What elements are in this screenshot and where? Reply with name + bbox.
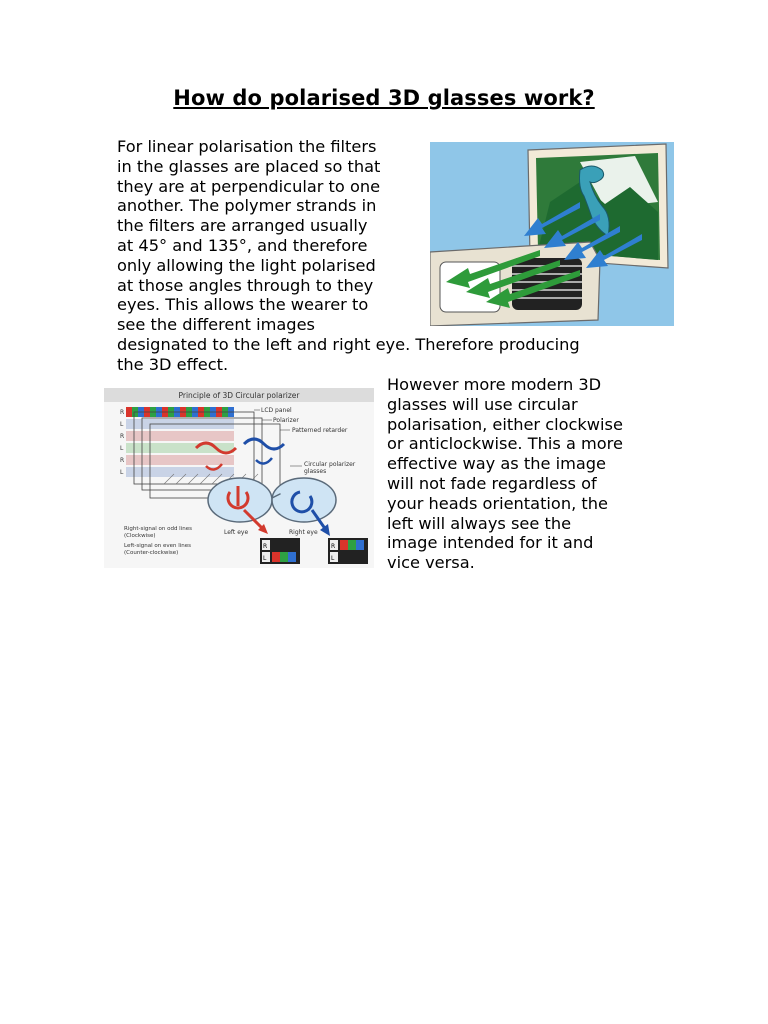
text-line: the 3D effect. [117, 354, 229, 374]
diagram-title: Principle of 3D Circular polarizer [178, 391, 300, 400]
label-left-signal-line1: Left-signal on even lines [124, 543, 191, 549]
linear-polarised-glasses-illustration [430, 142, 674, 326]
circular-polarizer-diagram [104, 388, 374, 568]
label-polarizer: Polarizer [273, 417, 299, 424]
text-line: in the glasses are placed so that [117, 156, 381, 176]
text-line: another. The polymer strands in [117, 196, 377, 216]
text-line: they are at perpendicular to one [117, 176, 381, 196]
text-line: will not fade regardless of [387, 473, 597, 493]
text-line: designated to the left and right eye. Therefore producing [117, 334, 580, 354]
label-right-signal-line2: (Clockwise) [124, 533, 156, 539]
text-line: your heads orientation, the [387, 493, 608, 513]
label-right-signal-line1: Right-signal on odd lines [124, 526, 192, 532]
text-line: vice versa. [387, 553, 475, 573]
text-line: effective way as the image [387, 454, 607, 474]
label-glasses-line2: glasses [304, 468, 327, 475]
text-line: polarisation, either clockwise [387, 414, 623, 434]
text-line: only allowing the light polarised [117, 255, 376, 275]
label-left-signal-line2: (Counter-clockwise) [124, 550, 179, 556]
text-line: glasses will use circular [387, 394, 578, 414]
text-line: However more modern 3D [387, 375, 602, 394]
label-right-eye: Right eye [289, 529, 318, 536]
row-label: L [120, 445, 124, 452]
row-label: L [120, 469, 124, 476]
key-r-left: R [263, 543, 268, 550]
text-line: For linear polarisation the filters [117, 137, 377, 156]
label-glasses-line1: Circular polarizer [304, 461, 356, 468]
label-lcd-panel: LCD panel [261, 407, 292, 414]
text-line: at 45° and 135°, and therefore [117, 235, 368, 255]
key-l-right: L [331, 555, 335, 562]
page-title: How do polarised 3D glasses work? [173, 86, 595, 110]
text-line: the filters are arranged usually [117, 216, 368, 236]
text-line: left will always see the [387, 513, 572, 533]
key-l-left: L [263, 555, 267, 562]
row-label: L [120, 421, 124, 428]
label-patterned-retarder: Patterned retarder [292, 427, 348, 434]
row-label: R [120, 409, 125, 416]
row-label: R [120, 433, 125, 440]
text-line: at those angles through to they [117, 275, 374, 295]
row-label: R [120, 457, 125, 464]
key-r-right: R [331, 543, 336, 550]
text-line: eyes. This allows the wearer to [117, 295, 369, 315]
text-line: see the different images [117, 315, 315, 335]
text-line: image intended for it and [387, 533, 594, 553]
text-line: or anticlockwise. This a more [387, 434, 623, 454]
label-left-eye: Left eye [224, 529, 249, 536]
paragraph-circular-polarisation [387, 375, 623, 573]
